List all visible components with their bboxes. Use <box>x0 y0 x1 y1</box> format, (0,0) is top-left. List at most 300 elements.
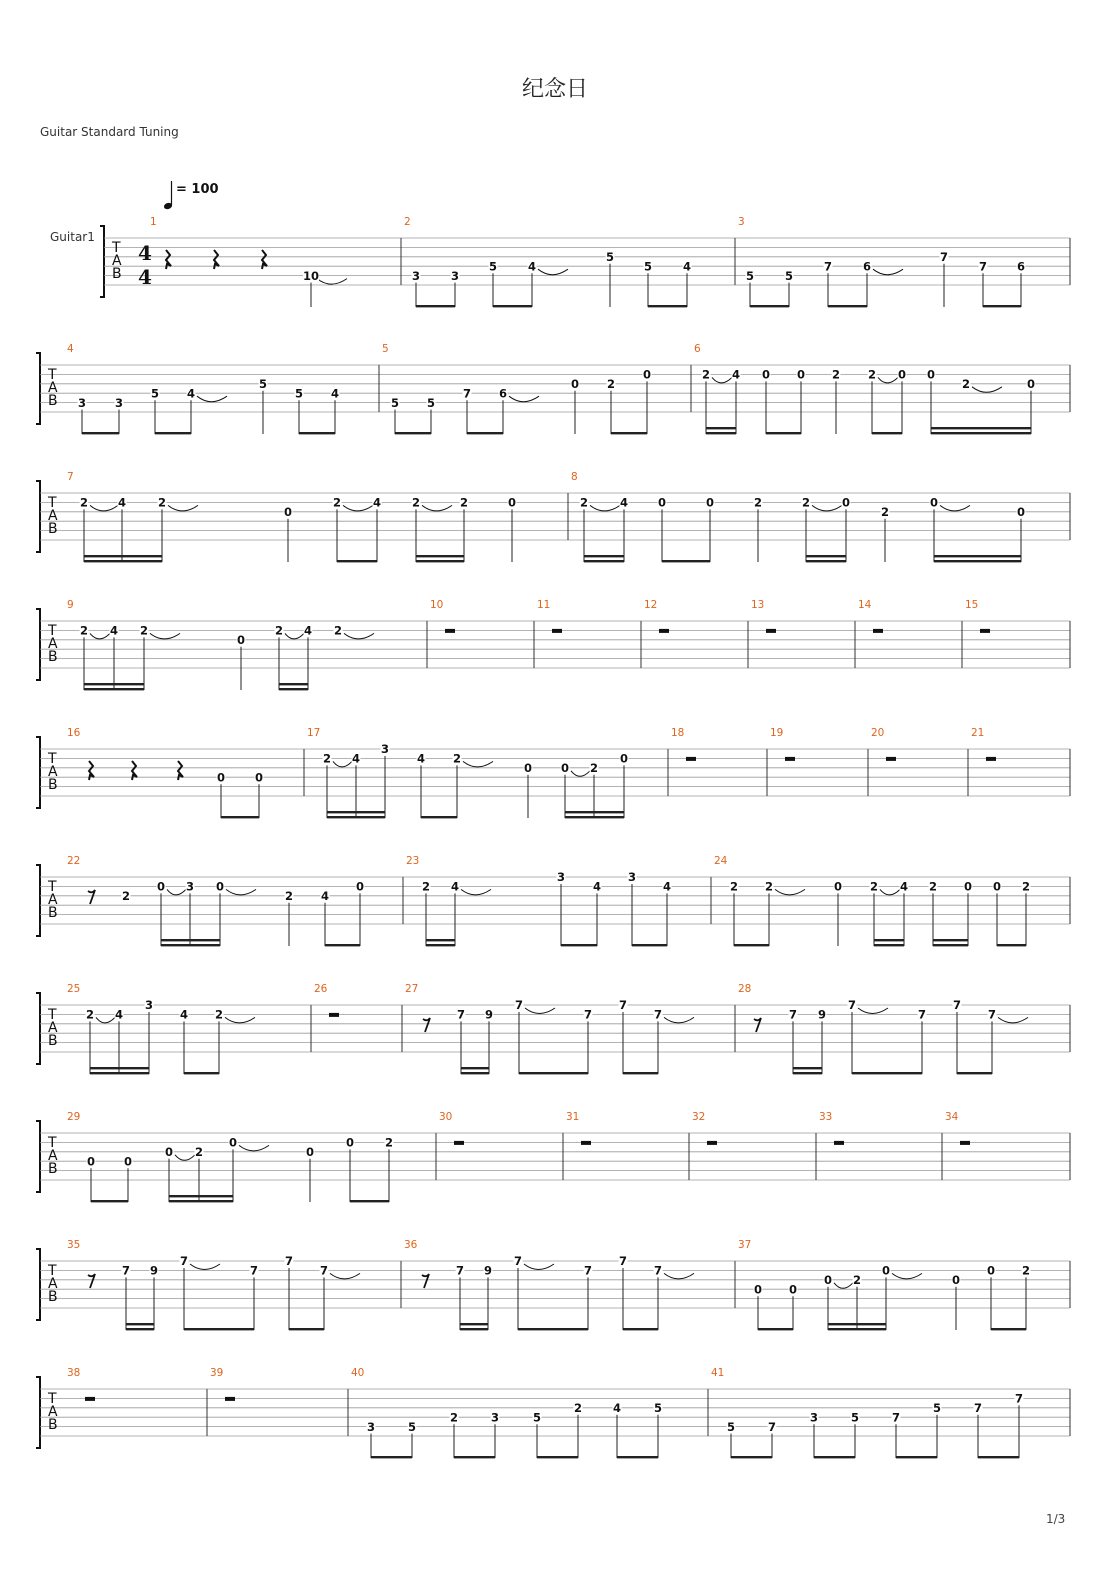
note-beam-16th <box>793 1067 822 1069</box>
fret-number: 2 <box>459 495 469 510</box>
fret-number: 3 <box>450 268 460 283</box>
bar-number: 24 <box>714 855 728 867</box>
fret-number: 5 <box>294 386 304 401</box>
tie-arc <box>90 505 118 511</box>
fret-number: 0 <box>283 505 293 519</box>
tab-clef-letter: A <box>48 1404 58 1420</box>
note-beam <box>766 432 801 434</box>
note-beam <box>758 1328 793 1330</box>
score-title: 纪念日 <box>521 77 588 102</box>
note-beam <box>706 432 736 434</box>
tie-arc <box>90 633 110 639</box>
note-beam <box>371 1456 412 1458</box>
fret-number: 0 <box>951 1273 961 1287</box>
fret-number: 2 <box>121 889 131 903</box>
note-beam <box>82 432 119 434</box>
fret-number: 4 <box>303 623 313 638</box>
note-beam <box>731 1456 772 1458</box>
measure-40 <box>351 1367 663 1458</box>
note-beam <box>734 944 769 946</box>
time-signature-numerator: 4 <box>138 241 152 265</box>
note-beam <box>933 944 968 946</box>
tie-arc <box>317 279 347 285</box>
note-beam <box>467 432 503 434</box>
tab-clef-letter: A <box>112 253 122 269</box>
fret-number: 5 <box>745 268 755 283</box>
note-beam <box>221 816 259 818</box>
whole-rest <box>986 757 996 761</box>
fret-number: 5 <box>150 386 160 401</box>
tie-arc <box>775 889 805 895</box>
bar-number: 39 <box>210 1367 224 1379</box>
note-beam <box>454 1456 495 1458</box>
note-beam <box>155 432 191 434</box>
note-beam <box>872 432 902 434</box>
fret-number: 7 <box>788 1007 798 1022</box>
measure-30 <box>439 1111 464 1145</box>
measure-39 <box>210 1367 235 1401</box>
fret-number: 0 <box>642 367 652 382</box>
fret-number: 0 <box>164 1145 174 1159</box>
tempo-marking <box>163 181 219 210</box>
fret-number: 2 <box>421 879 431 894</box>
note-beam-16th <box>931 427 1031 429</box>
note-beam <box>493 305 532 307</box>
fret-number: 9 <box>483 1263 493 1278</box>
note-beam <box>518 1328 588 1330</box>
fret-number: 2 <box>333 623 343 638</box>
measure-41 <box>711 1367 1024 1458</box>
tie-arc <box>940 505 970 511</box>
measure-28 <box>738 983 1028 1074</box>
fret-number: 7 <box>462 386 472 401</box>
fret-number: 4 <box>320 889 330 903</box>
fret-number: 0 <box>254 770 264 785</box>
fret-number: 0 <box>1016 505 1026 519</box>
fret-number: 9 <box>817 1007 827 1022</box>
fret-number: 9 <box>149 1263 159 1278</box>
measure-35 <box>67 1239 360 1330</box>
measure-9 <box>67 599 374 690</box>
note-beam <box>421 816 457 818</box>
fret-number: 0 <box>560 761 570 775</box>
note-beam <box>931 432 1031 434</box>
bar-number: 22 <box>67 855 81 867</box>
staff-system <box>36 983 1070 1074</box>
bar-number: 34 <box>945 1111 959 1123</box>
fret-number: 4 <box>186 386 196 401</box>
bar-number: 16 <box>67 727 81 739</box>
fret-number: 0 <box>236 633 246 647</box>
tie-arc <box>712 377 732 383</box>
bar-number: 14 <box>858 599 872 611</box>
note-beam-16th <box>933 939 968 941</box>
fret-number: 0 <box>963 879 973 894</box>
note-beam <box>561 944 597 946</box>
note-beam <box>169 1200 233 1202</box>
note-beam-16th <box>279 683 308 685</box>
bar-number: 18 <box>671 727 685 739</box>
eighth-rest <box>422 1274 429 1288</box>
staff-system <box>100 216 1070 307</box>
fret-number: 7 <box>319 1263 329 1278</box>
tie-arc <box>96 1017 115 1023</box>
fret-number: 2 <box>701 367 711 382</box>
bar-number: 25 <box>67 983 81 995</box>
note-beam <box>84 560 162 562</box>
tie-arc <box>880 889 900 895</box>
tie-arc <box>343 505 373 511</box>
tie-arc <box>998 1017 1028 1023</box>
fret-number: 2 <box>384 1135 394 1150</box>
bar-number: 30 <box>439 1111 453 1123</box>
measure-22 <box>67 855 365 946</box>
bar-number: 12 <box>644 599 658 611</box>
system-bracket <box>36 1121 40 1192</box>
measure-38 <box>67 1367 95 1401</box>
staff-system <box>36 727 1070 818</box>
note-beam <box>617 1456 658 1458</box>
fret-number: 3 <box>627 870 637 885</box>
measure-23 <box>406 855 672 946</box>
tab-clef-letter: A <box>48 380 58 396</box>
note-beam <box>184 1072 219 1074</box>
tie-arc <box>834 1283 853 1289</box>
tie-arc <box>664 1273 694 1279</box>
tab-clef-letter: T <box>48 1007 57 1023</box>
fret-number: 3 <box>556 870 566 885</box>
note-beam <box>84 688 144 690</box>
measure-13 <box>751 599 776 633</box>
fret-number: 4 <box>682 259 692 274</box>
whole-rest <box>980 629 990 633</box>
bar-number: 36 <box>404 1239 418 1251</box>
note-beam-16th <box>565 811 624 813</box>
bar-number: 28 <box>738 983 752 995</box>
measure-33 <box>819 1111 844 1145</box>
fret-number: 0 <box>657 495 667 510</box>
tab-clef-letter: T <box>48 367 57 383</box>
tab-clef-letter: T <box>48 623 57 639</box>
bar-number: 23 <box>406 855 420 867</box>
note-beam <box>648 305 687 307</box>
fret-number: 4 <box>179 1007 189 1022</box>
fret-number: 7 <box>121 1263 131 1278</box>
note-beam <box>632 944 667 946</box>
fret-number: 0 <box>881 1263 891 1278</box>
whole-rest <box>834 1141 844 1145</box>
system-bracket <box>36 993 40 1064</box>
note-beam <box>537 1456 578 1458</box>
fret-number: 10 <box>302 268 320 283</box>
fret-number: 4 <box>117 495 127 510</box>
fret-number: 7 <box>653 1007 663 1022</box>
measure-7 <box>67 471 517 562</box>
fret-number: 0 <box>619 751 629 766</box>
tie-arc <box>892 1273 922 1279</box>
fret-number: 5 <box>488 259 498 274</box>
fret-number: 0 <box>929 495 939 510</box>
staff-system <box>36 599 1070 690</box>
bar-number: 37 <box>738 1239 752 1251</box>
note-beam <box>461 1072 489 1074</box>
fret-number: 4 <box>592 879 602 894</box>
fret-number: 7 <box>978 259 988 274</box>
fret-number: 2 <box>579 495 589 510</box>
note-beam <box>416 305 455 307</box>
whole-rest <box>445 629 455 633</box>
tab-clef-letter: A <box>48 636 58 652</box>
tab-clef-letter: B <box>48 521 58 537</box>
eighth-rest <box>423 1018 430 1032</box>
tie-arc <box>571 771 590 777</box>
tab-clef-letter: T <box>48 751 57 767</box>
fret-number: 2 <box>157 495 167 510</box>
measure-32 <box>692 1111 717 1145</box>
bar-number: 11 <box>537 599 551 611</box>
note-beam <box>126 1328 154 1330</box>
note-beam-16th <box>84 683 144 685</box>
fret-number: 4 <box>731 367 741 382</box>
fret-number: 0 <box>705 495 715 510</box>
fret-number: 2 <box>214 1007 224 1022</box>
tie-arc <box>972 387 1002 393</box>
fret-number: 7 <box>917 1007 927 1022</box>
fret-number: 2 <box>606 377 616 391</box>
measure-19 <box>770 727 795 761</box>
fret-number: 4 <box>450 879 460 894</box>
fret-number: 7 <box>455 1263 465 1278</box>
tie-arc <box>878 377 898 383</box>
tie-arc <box>330 1273 360 1279</box>
fret-number: 0 <box>841 495 851 510</box>
fret-number: 7 <box>618 1254 628 1269</box>
fret-number: 0 <box>216 770 226 785</box>
tempo-value: = 100 <box>176 182 219 197</box>
note-beam-16th <box>327 811 385 813</box>
note-beam <box>983 305 1021 307</box>
tab-clef-letter: B <box>48 1161 58 1177</box>
fret-number: 0 <box>305 1145 315 1159</box>
fret-number: 5 <box>643 259 653 274</box>
fret-number: 3 <box>366 1419 376 1434</box>
tie-arc <box>175 1155 195 1161</box>
tie-arc <box>190 1264 220 1270</box>
bar-number: 9 <box>67 599 74 611</box>
fret-number: 4 <box>330 386 340 401</box>
tab-clef-letter: B <box>48 649 58 665</box>
fret-number: 7 <box>653 1263 663 1278</box>
fret-number: 4 <box>109 623 119 638</box>
note-beam <box>279 688 308 690</box>
tie-arc <box>509 396 539 402</box>
measure-27 <box>405 983 694 1074</box>
fret-number: 3 <box>77 395 87 410</box>
tab-clef-letter: A <box>48 764 58 780</box>
fret-number: 7 <box>1014 1391 1024 1406</box>
whole-rest <box>886 757 896 761</box>
fret-number: 7 <box>284 1254 294 1269</box>
fret-number: 7 <box>513 1254 523 1269</box>
fret-number: 6 <box>1016 259 1026 274</box>
note-beam <box>793 1072 822 1074</box>
whole-rest <box>707 1141 717 1145</box>
note-beam-16th <box>461 1067 489 1069</box>
whole-rest <box>454 1141 464 1145</box>
system-bracket <box>36 481 40 552</box>
fret-number: 7 <box>583 1007 593 1022</box>
tab-clef-letter: B <box>112 266 122 282</box>
fret-number: 7 <box>823 259 833 274</box>
note-beam <box>325 944 360 946</box>
note-beam <box>957 1072 992 1074</box>
measure-10 <box>430 599 455 633</box>
fret-number: 4 <box>899 879 909 894</box>
fret-number: 4 <box>619 495 629 510</box>
fret-number: 0 <box>570 377 580 391</box>
tuning-label: Guitar Standard Tuning <box>40 125 179 139</box>
tab-clef-letter: A <box>48 508 58 524</box>
note-beam <box>350 1200 389 1202</box>
measure-8 <box>571 471 1026 562</box>
bar-number: 7 <box>67 471 74 483</box>
measure-2 <box>404 216 692 307</box>
staff-system <box>36 343 1070 434</box>
system-bracket <box>36 353 40 424</box>
bar-number: 29 <box>67 1111 81 1123</box>
bar-number: 8 <box>571 471 578 483</box>
measure-12 <box>644 599 669 633</box>
whole-rest <box>960 1141 970 1145</box>
note-beam-16th <box>584 555 624 557</box>
tie-arc <box>461 889 491 895</box>
fret-number: 0 <box>986 1263 996 1278</box>
fret-number: 6 <box>862 259 872 274</box>
fret-number: 0 <box>86 1154 96 1169</box>
tie-arc <box>422 505 452 511</box>
measure-1 <box>150 216 347 307</box>
fret-number: 3 <box>380 742 390 757</box>
fret-number: 2 <box>852 1273 862 1287</box>
bar-number: 6 <box>694 343 701 355</box>
note-beam-16th <box>426 939 455 941</box>
measure-29 <box>67 1111 394 1202</box>
whole-rest <box>552 629 562 633</box>
bar-number: 2 <box>404 216 411 228</box>
staff-system <box>36 471 1070 562</box>
note-beam-16th <box>828 1323 886 1325</box>
fret-number: 2 <box>284 889 294 903</box>
measure-20 <box>871 727 896 761</box>
whole-rest <box>785 757 795 761</box>
fret-number: 2 <box>961 377 971 391</box>
note-beam <box>91 1200 128 1202</box>
note-beam <box>584 560 624 562</box>
measure-26 <box>314 983 339 1017</box>
eighth-rest <box>754 1018 761 1032</box>
bar-number: 4 <box>67 343 74 355</box>
fret-number: 5 <box>258 377 268 391</box>
note-beam <box>828 1328 886 1330</box>
note-beam <box>90 1072 149 1074</box>
fret-number: 4 <box>416 751 426 766</box>
fret-number: 0 <box>761 367 771 382</box>
whole-rest <box>766 629 776 633</box>
fret-number: 7 <box>952 998 962 1013</box>
measure-36 <box>404 1239 694 1330</box>
fret-number: 3 <box>809 1410 819 1425</box>
fret-number: 0 <box>788 1282 798 1297</box>
note-beam-16th <box>90 1067 149 1069</box>
bar-number: 17 <box>307 727 321 739</box>
fret-number: 5 <box>605 250 615 264</box>
note-beam <box>623 1328 658 1330</box>
fret-number: 3 <box>185 879 195 894</box>
fret-number: 2 <box>801 495 811 510</box>
note-beam <box>299 432 335 434</box>
page-number: 1/3 <box>1046 1512 1066 1526</box>
tie-arc <box>664 1017 694 1023</box>
tab-clef-letter: A <box>48 1020 58 1036</box>
fret-number: 4 <box>527 259 537 274</box>
system-bracket <box>36 1249 40 1320</box>
note-beam <box>896 1456 937 1458</box>
fret-number: 7 <box>847 998 857 1013</box>
fret-number: 2 <box>831 367 841 382</box>
fret-number: 7 <box>987 1007 997 1022</box>
fret-number: 2 <box>928 879 938 894</box>
fret-number: 5 <box>532 1410 542 1425</box>
tie-arc <box>463 761 493 767</box>
tie-arc <box>197 396 227 402</box>
measure-21 <box>971 727 996 761</box>
fret-number: 0 <box>345 1135 355 1150</box>
note-beam <box>623 1072 658 1074</box>
note-beam-16th <box>874 939 904 941</box>
fret-number: 7 <box>973 1401 983 1415</box>
whole-rest <box>329 1013 339 1017</box>
note-beam <box>997 944 1026 946</box>
note-beam <box>806 560 846 562</box>
time-signature-denominator: 4 <box>138 265 152 289</box>
measure-4 <box>67 343 340 434</box>
tab-clef-letter: B <box>48 777 58 793</box>
fret-number: 0 <box>823 1273 833 1287</box>
note-beam <box>814 1456 855 1458</box>
tie-arc <box>344 633 374 639</box>
bar-number: 35 <box>67 1239 81 1251</box>
note-beam <box>750 305 789 307</box>
fret-number: 0 <box>753 1282 763 1297</box>
note-beam <box>337 560 377 562</box>
note-beam-16th <box>416 555 464 557</box>
fret-number: 7 <box>891 1410 901 1425</box>
tab-clef-letter: B <box>48 1033 58 1049</box>
fret-number: 5 <box>726 1419 736 1434</box>
fret-number: 0 <box>215 879 225 894</box>
tie-arc <box>873 269 903 275</box>
note-beam <box>565 816 624 818</box>
note-beam-16th <box>706 427 736 429</box>
note-beam <box>416 560 464 562</box>
system-bracket <box>100 226 104 297</box>
fret-number: 0 <box>355 879 365 894</box>
fret-number: 2 <box>589 761 599 775</box>
track-name: Guitar1 <box>50 230 95 244</box>
fret-number: 4 <box>114 1007 124 1022</box>
system-bracket <box>36 609 40 680</box>
fret-number: 4 <box>372 495 382 510</box>
